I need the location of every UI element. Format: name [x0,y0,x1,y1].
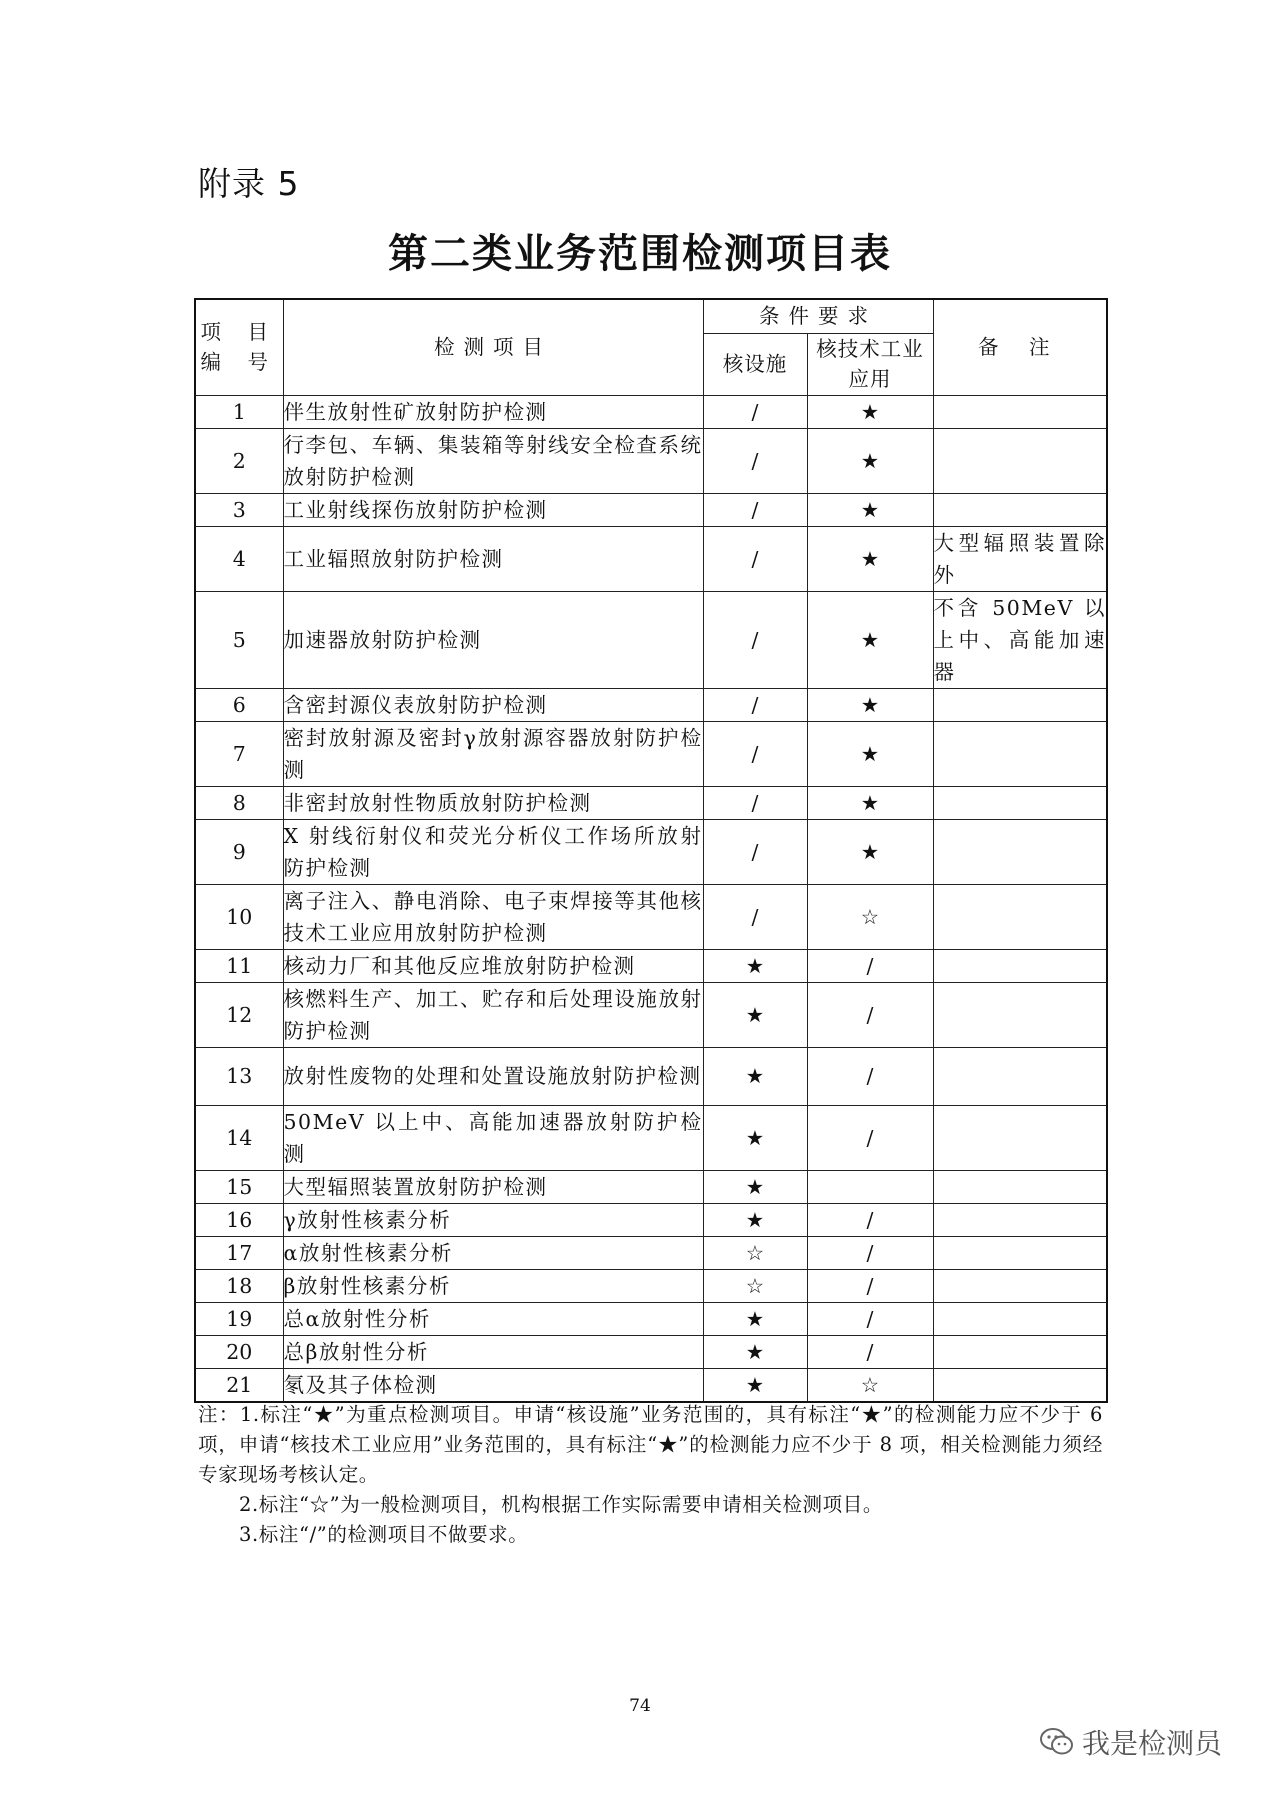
table-row [195,949,1107,982]
row-number: 16 [195,1203,283,1236]
row-remark: 不含 50MeV 以上中、高能加速器 [933,591,1107,688]
row-nuclear-facility-mark: ★ [703,1105,807,1170]
row-nuclear-facility-mark: ★ [703,1302,807,1335]
table-row [195,721,1107,786]
row-nuclear-facility-mark: / [703,884,807,949]
row-remark [933,428,1107,493]
row-nuclear-tech-mark: / [807,1335,933,1368]
inspection-items-table [194,298,1108,1403]
wechat-icon [1040,1727,1074,1757]
table-row [195,688,1107,721]
document-title: 第二类业务范围检测项目表 [388,231,892,277]
row-number: 8 [195,786,283,819]
row-nuclear-tech-mark: / [807,1236,933,1269]
header-nuclear-tech: 核技术工业 应用 [807,333,933,395]
row-nuclear-tech-mark: / [807,1203,933,1236]
table-row [195,982,1107,1047]
row-number: 13 [195,1047,283,1105]
row-nuclear-facility-mark: / [703,526,807,591]
row-nuclear-facility-mark: / [703,721,807,786]
row-item: X 射线衍射仪和荧光分析仪工作场所放射防护检测 [283,819,703,884]
table-row [195,526,1107,591]
row-number: 6 [195,688,283,721]
table-row [195,1368,1107,1402]
row-nuclear-tech-mark: ★ [807,493,933,526]
row-nuclear-tech-mark: / [807,1105,933,1170]
row-nuclear-facility-mark: ★ [703,1368,807,1402]
row-number: 19 [195,1302,283,1335]
row-remark [933,884,1107,949]
table-row [195,1236,1107,1269]
row-number: 3 [195,493,283,526]
row-nuclear-tech-mark: / [807,949,933,982]
header-conditions: 条件要求 [703,299,933,333]
table-row [195,1302,1107,1335]
row-item: 核燃料生产、加工、贮存和后处理设施放射防护检测 [283,982,703,1047]
row-nuclear-facility-mark: ★ [703,1047,807,1105]
watermark-text: 我是检测员 [1082,1727,1223,1760]
row-number: 20 [195,1335,283,1368]
row-nuclear-tech-mark: ★ [807,688,933,721]
appendix-label: 附录 5 [198,164,300,203]
row-remark [933,949,1107,982]
row-nuclear-tech-mark: ★ [807,428,933,493]
row-number: 14 [195,1105,283,1170]
row-remark [933,688,1107,721]
row-nuclear-facility-mark: ★ [703,1170,807,1203]
row-item: 工业辐照放射防护检测 [283,526,703,591]
row-number: 18 [195,1269,283,1302]
note-3: 3.标注“/”的检测项目不做要求。 [239,1523,529,1546]
row-nuclear-tech-mark: / [807,1269,933,1302]
header-nuclear-facility: 核设施 [703,333,807,395]
row-number: 4 [195,526,283,591]
row-nuclear-facility-mark: / [703,688,807,721]
row-item: 放射性废物的处理和处置设施放射防护检测 [283,1047,703,1105]
row-remark [933,721,1107,786]
row-number: 10 [195,884,283,949]
row-item: 总α放射性分析 [283,1302,703,1335]
row-nuclear-tech-mark: ★ [807,395,933,428]
row-remark [933,1170,1107,1203]
row-nuclear-tech-mark: / [807,1302,933,1335]
row-remark [933,1203,1107,1236]
table-row [195,428,1107,493]
row-nuclear-facility-mark: / [703,786,807,819]
row-number: 12 [195,982,283,1047]
table-body [195,395,1107,1402]
row-nuclear-tech-mark: ★ [807,721,933,786]
row-nuclear-facility-mark: / [703,493,807,526]
row-number: 1 [195,395,283,428]
row-nuclear-tech-mark: / [807,1047,933,1105]
note-1: 注：1.标注“★”为重点检测项目。申请“核设施”业务范围的，具有标注“★”的检测能力应不少于 6 项，申请“核技术工业应用”业务范围的，具有标注“★”的检测能力应不少于 8 项，相关检测能力须经专家现场考核认定。 [198,1403,1103,1486]
row-item: 核动力厂和其他反应堆放射防护检测 [283,949,703,982]
row-number: 17 [195,1236,283,1269]
row-remark [933,819,1107,884]
row-number: 21 [195,1368,283,1402]
table-row [195,591,1107,688]
row-item: γ放射性核素分析 [283,1203,703,1236]
table-row [195,395,1107,428]
row-nuclear-tech-mark: ★ [807,819,933,884]
table-row [195,1170,1107,1203]
row-nuclear-facility-mark: ★ [703,1335,807,1368]
row-number: 9 [195,819,283,884]
row-item: 50MeV 以上中、高能加速器放射防护检测 [283,1105,703,1170]
row-remark [933,1105,1107,1170]
row-nuclear-tech-mark: / [807,982,933,1047]
row-remark [933,1269,1107,1302]
row-item: 离子注入、静电消除、电子束焊接等其他核技术工业应用放射防护检测 [283,884,703,949]
row-nuclear-tech-mark: ★ [807,526,933,591]
table-row [195,1203,1107,1236]
table-row [195,819,1107,884]
header-remarks: 备 注 [933,299,1107,395]
row-nuclear-facility-mark: ☆ [703,1269,807,1302]
row-nuclear-tech-mark: ★ [807,591,933,688]
row-nuclear-facility-mark: / [703,428,807,493]
row-item: 氡及其子体检测 [283,1368,703,1402]
table-row [195,1105,1107,1170]
row-nuclear-tech-mark: ☆ [807,884,933,949]
row-remark [933,1302,1107,1335]
table-row [195,786,1107,819]
row-number: 11 [195,949,283,982]
row-remark [933,786,1107,819]
row-item: 行李包、车辆、集装箱等射线安全检查系统放射防护检测 [283,428,703,493]
row-remark [933,395,1107,428]
note-2: 2.标注“☆”为一般检测项目，机构根据工作实际需要申请相关检测项目。 [239,1493,883,1516]
table-row [195,1047,1107,1105]
row-remark [933,1335,1107,1368]
row-item: 密封放射源及密封γ放射源容器放射防护检测 [283,721,703,786]
row-remark [933,1236,1107,1269]
row-remark [933,1368,1107,1402]
row-nuclear-tech-mark: ☆ [807,1368,933,1402]
row-item: 加速器放射防护检测 [283,591,703,688]
row-item: 总β放射性分析 [283,1335,703,1368]
row-number: 2 [195,428,283,493]
row-remark: 大型辐照装置除外 [933,526,1107,591]
table-row [195,493,1107,526]
row-remark [933,982,1107,1047]
table-row [195,1335,1107,1368]
row-remark [933,1047,1107,1105]
row-item: 非密封放射性物质放射防护检测 [283,786,703,819]
row-item: 大型辐照装置放射防护检测 [283,1170,703,1203]
row-nuclear-facility-mark: ☆ [703,1236,807,1269]
header-item: 检测项目 [283,299,703,395]
table-notes [198,1400,1103,1550]
row-nuclear-facility-mark: ★ [703,982,807,1047]
row-nuclear-tech-mark [807,1170,933,1203]
row-remark [933,493,1107,526]
page-number: 74 [629,1696,651,1716]
row-number: 5 [195,591,283,688]
row-nuclear-facility-mark: / [703,819,807,884]
row-item: 伴生放射性矿放射防护检测 [283,395,703,428]
row-number: 15 [195,1170,283,1203]
row-nuclear-tech-mark: ★ [807,786,933,819]
row-nuclear-facility-mark: ★ [703,949,807,982]
table-row [195,1269,1107,1302]
row-item: α放射性核素分析 [283,1236,703,1269]
row-nuclear-facility-mark: / [703,395,807,428]
watermark [1040,1722,1222,1762]
row-item: 含密封源仪表放射防护检测 [283,688,703,721]
row-number: 7 [195,721,283,786]
table-row [195,884,1107,949]
row-nuclear-facility-mark: / [703,591,807,688]
row-nuclear-facility-mark: ★ [703,1203,807,1236]
header-number: 项 目 编 号 [195,299,283,395]
row-item: β放射性核素分析 [283,1269,703,1302]
row-item: 工业射线探伤放射防护检测 [283,493,703,526]
